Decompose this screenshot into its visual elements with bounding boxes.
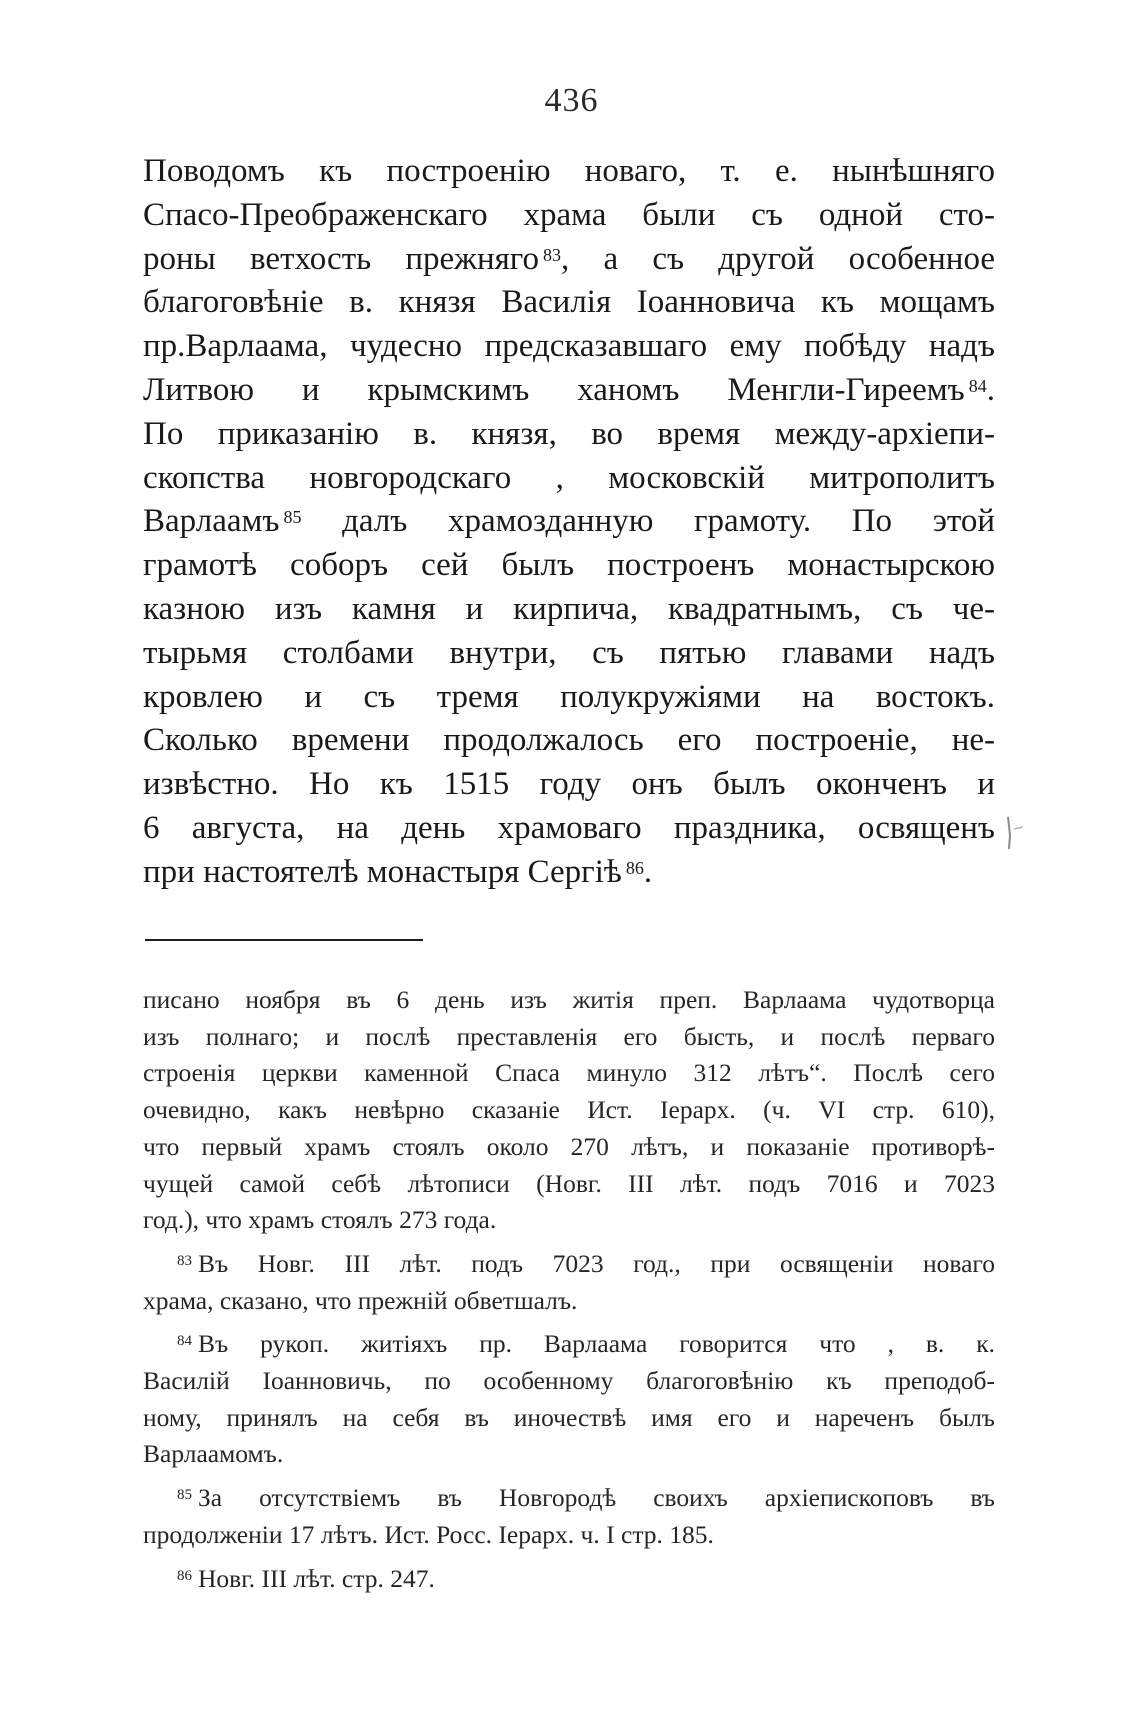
footnote-line: что первый храмъ стоялъ около 270 лѣтъ, и показаніе противорѣ- bbox=[143, 1131, 995, 1161]
text-line: роны ветхость прежняго $^{83}$, а съ другой особенное bbox=[143, 240, 995, 277]
footnote-line: чущей самой себѣ лѣтописи (Новг. III лѣт. подъ 7016 и 7023 bbox=[143, 1168, 995, 1198]
footnote-line: ному, принялъ на себя въ иночествѣ имя его и нареченъ былъ bbox=[143, 1402, 995, 1432]
footnote-ref: 85 bbox=[283, 507, 302, 528]
text-fragment: За отсутствіемъ въ Новгородѣ своихъ архіепископовъ въ bbox=[198, 1483, 995, 1513]
page-number: 436 bbox=[544, 82, 599, 119]
text-line: тырьмя столбами внутри, съ пятью главами надъ bbox=[143, 634, 995, 671]
footnote-86 bbox=[143, 1561, 995, 1598]
footnote-line: писано ноября въ 6 день изъ житія преп. Варлаама чудотворца bbox=[143, 985, 995, 1014]
main-text bbox=[143, 150, 995, 895]
text-fragment: Въ Новг. III лѣт. подъ 7023 год., при освященіи новаго bbox=[198, 1248, 995, 1278]
text-fragment: Новг. III лѣт. стр. 247. bbox=[198, 1563, 435, 1593]
text-fragment: роны ветхость прежняго bbox=[143, 240, 540, 277]
text-line: Поводомъ къ построенію новаго, т. е. нынѣшняго bbox=[143, 153, 995, 189]
footnote-line: Василій Іоанновичь, по особенному благоговѣнію къ преподоб- bbox=[143, 1366, 995, 1396]
footnote-continuation bbox=[143, 982, 995, 1239]
footnote-85 bbox=[143, 1480, 995, 1553]
text-fragment: при настоятелѣ монастыря Сергіѣ bbox=[143, 853, 622, 890]
footnote-line: строенія церкви каменной Спаса минуло 312 лѣтъ“. Послѣ сего bbox=[143, 1058, 995, 1088]
text-line: при настоятелѣ монастыря Сергіѣ $^{86}$. bbox=[143, 853, 653, 890]
footnote-line bbox=[143, 1246, 995, 1283]
footnote-line: продолженіи 17 лѣтъ. Ист. Росс. Іерарх. ч. I стр. 185. bbox=[143, 1519, 714, 1549]
footnotes bbox=[143, 982, 995, 1597]
footnote-line bbox=[143, 1326, 995, 1363]
text-line: скопства новгородскаго , московскій митрополитъ bbox=[143, 459, 995, 496]
text-line: извѣстно. Но къ 1515 году онъ былъ оконченъ и bbox=[143, 766, 995, 803]
footnote-number: 85 bbox=[177, 1487, 192, 1504]
footnote-ref: 84 bbox=[968, 375, 987, 396]
text-line: пр.Варлаама, чудесно предсказавшаго ему побѣду надъ bbox=[143, 328, 995, 365]
footnote-ref: 86 bbox=[625, 857, 644, 878]
footnote-separator bbox=[145, 939, 423, 941]
text-line: благоговѣніе в. князя Василія Іоанновича къ мощамъ bbox=[143, 284, 995, 321]
text-line: грамотѣ соборъ сей былъ построенъ монастырскою bbox=[143, 547, 995, 584]
text-line: Литвою и крымскимъ ханомъ Менгли-Гиреемъ $^{84}$. bbox=[143, 371, 995, 408]
text-line: Сколько времени продолжалось его построеніе, не- bbox=[143, 722, 995, 759]
margin-pencil-mark bbox=[1004, 815, 1026, 855]
footnote-83 bbox=[143, 1246, 995, 1319]
text-line: 6 августа, на день храмоваго праздника, освященъ bbox=[143, 809, 995, 846]
text-fragment: Литвою и крымскимъ ханомъ Менгли-Гиреемъ bbox=[143, 371, 965, 408]
text-line: По приказанію в. князя, во время между-архіепи- bbox=[143, 415, 995, 452]
footnote-84 bbox=[143, 1326, 995, 1473]
footnote-line: очевидно, какъ невѣрно сказаніе Ист. Іерарх. (ч. VI стр. 610), bbox=[143, 1095, 995, 1125]
footnote-line: изъ полнаго; и послѣ преставленія его бысть, и послѣ перваго bbox=[143, 1021, 995, 1051]
text-fragment: а съ другой особенное bbox=[603, 240, 995, 277]
footnote-line bbox=[143, 1480, 995, 1517]
footnote-line: Варлаамомъ. bbox=[143, 1439, 284, 1469]
footnote-number: 83 bbox=[177, 1252, 192, 1269]
text-fragment: Варлаамъ bbox=[143, 503, 280, 540]
footnote-line: храма, сказано, что прежній обветшалъ. bbox=[143, 1285, 578, 1315]
text-line: казною изъ камня и кирпича, квадратнымъ, съ че- bbox=[143, 590, 995, 627]
text-fragment: далъ храмозданную грамоту. По этой bbox=[342, 503, 996, 540]
footnote-number: 86 bbox=[177, 1567, 192, 1584]
text-line: кровлею и съ тремя полукружіями на востокъ. bbox=[143, 678, 995, 715]
text-line: Спасо-Преображенскаго храма были съ одной сто- bbox=[143, 196, 995, 233]
footnote-ref: 83 bbox=[543, 244, 562, 265]
footnote-number: 84 bbox=[177, 1333, 192, 1350]
footnote-line bbox=[143, 1561, 995, 1598]
text-line bbox=[143, 500, 995, 544]
text-fragment: Въ рукоп. житіяхъ пр. Варлаама говорится что , в. к. bbox=[198, 1329, 995, 1359]
footnote-line: год.), что храмъ стоялъ 273 года. bbox=[143, 1205, 497, 1235]
